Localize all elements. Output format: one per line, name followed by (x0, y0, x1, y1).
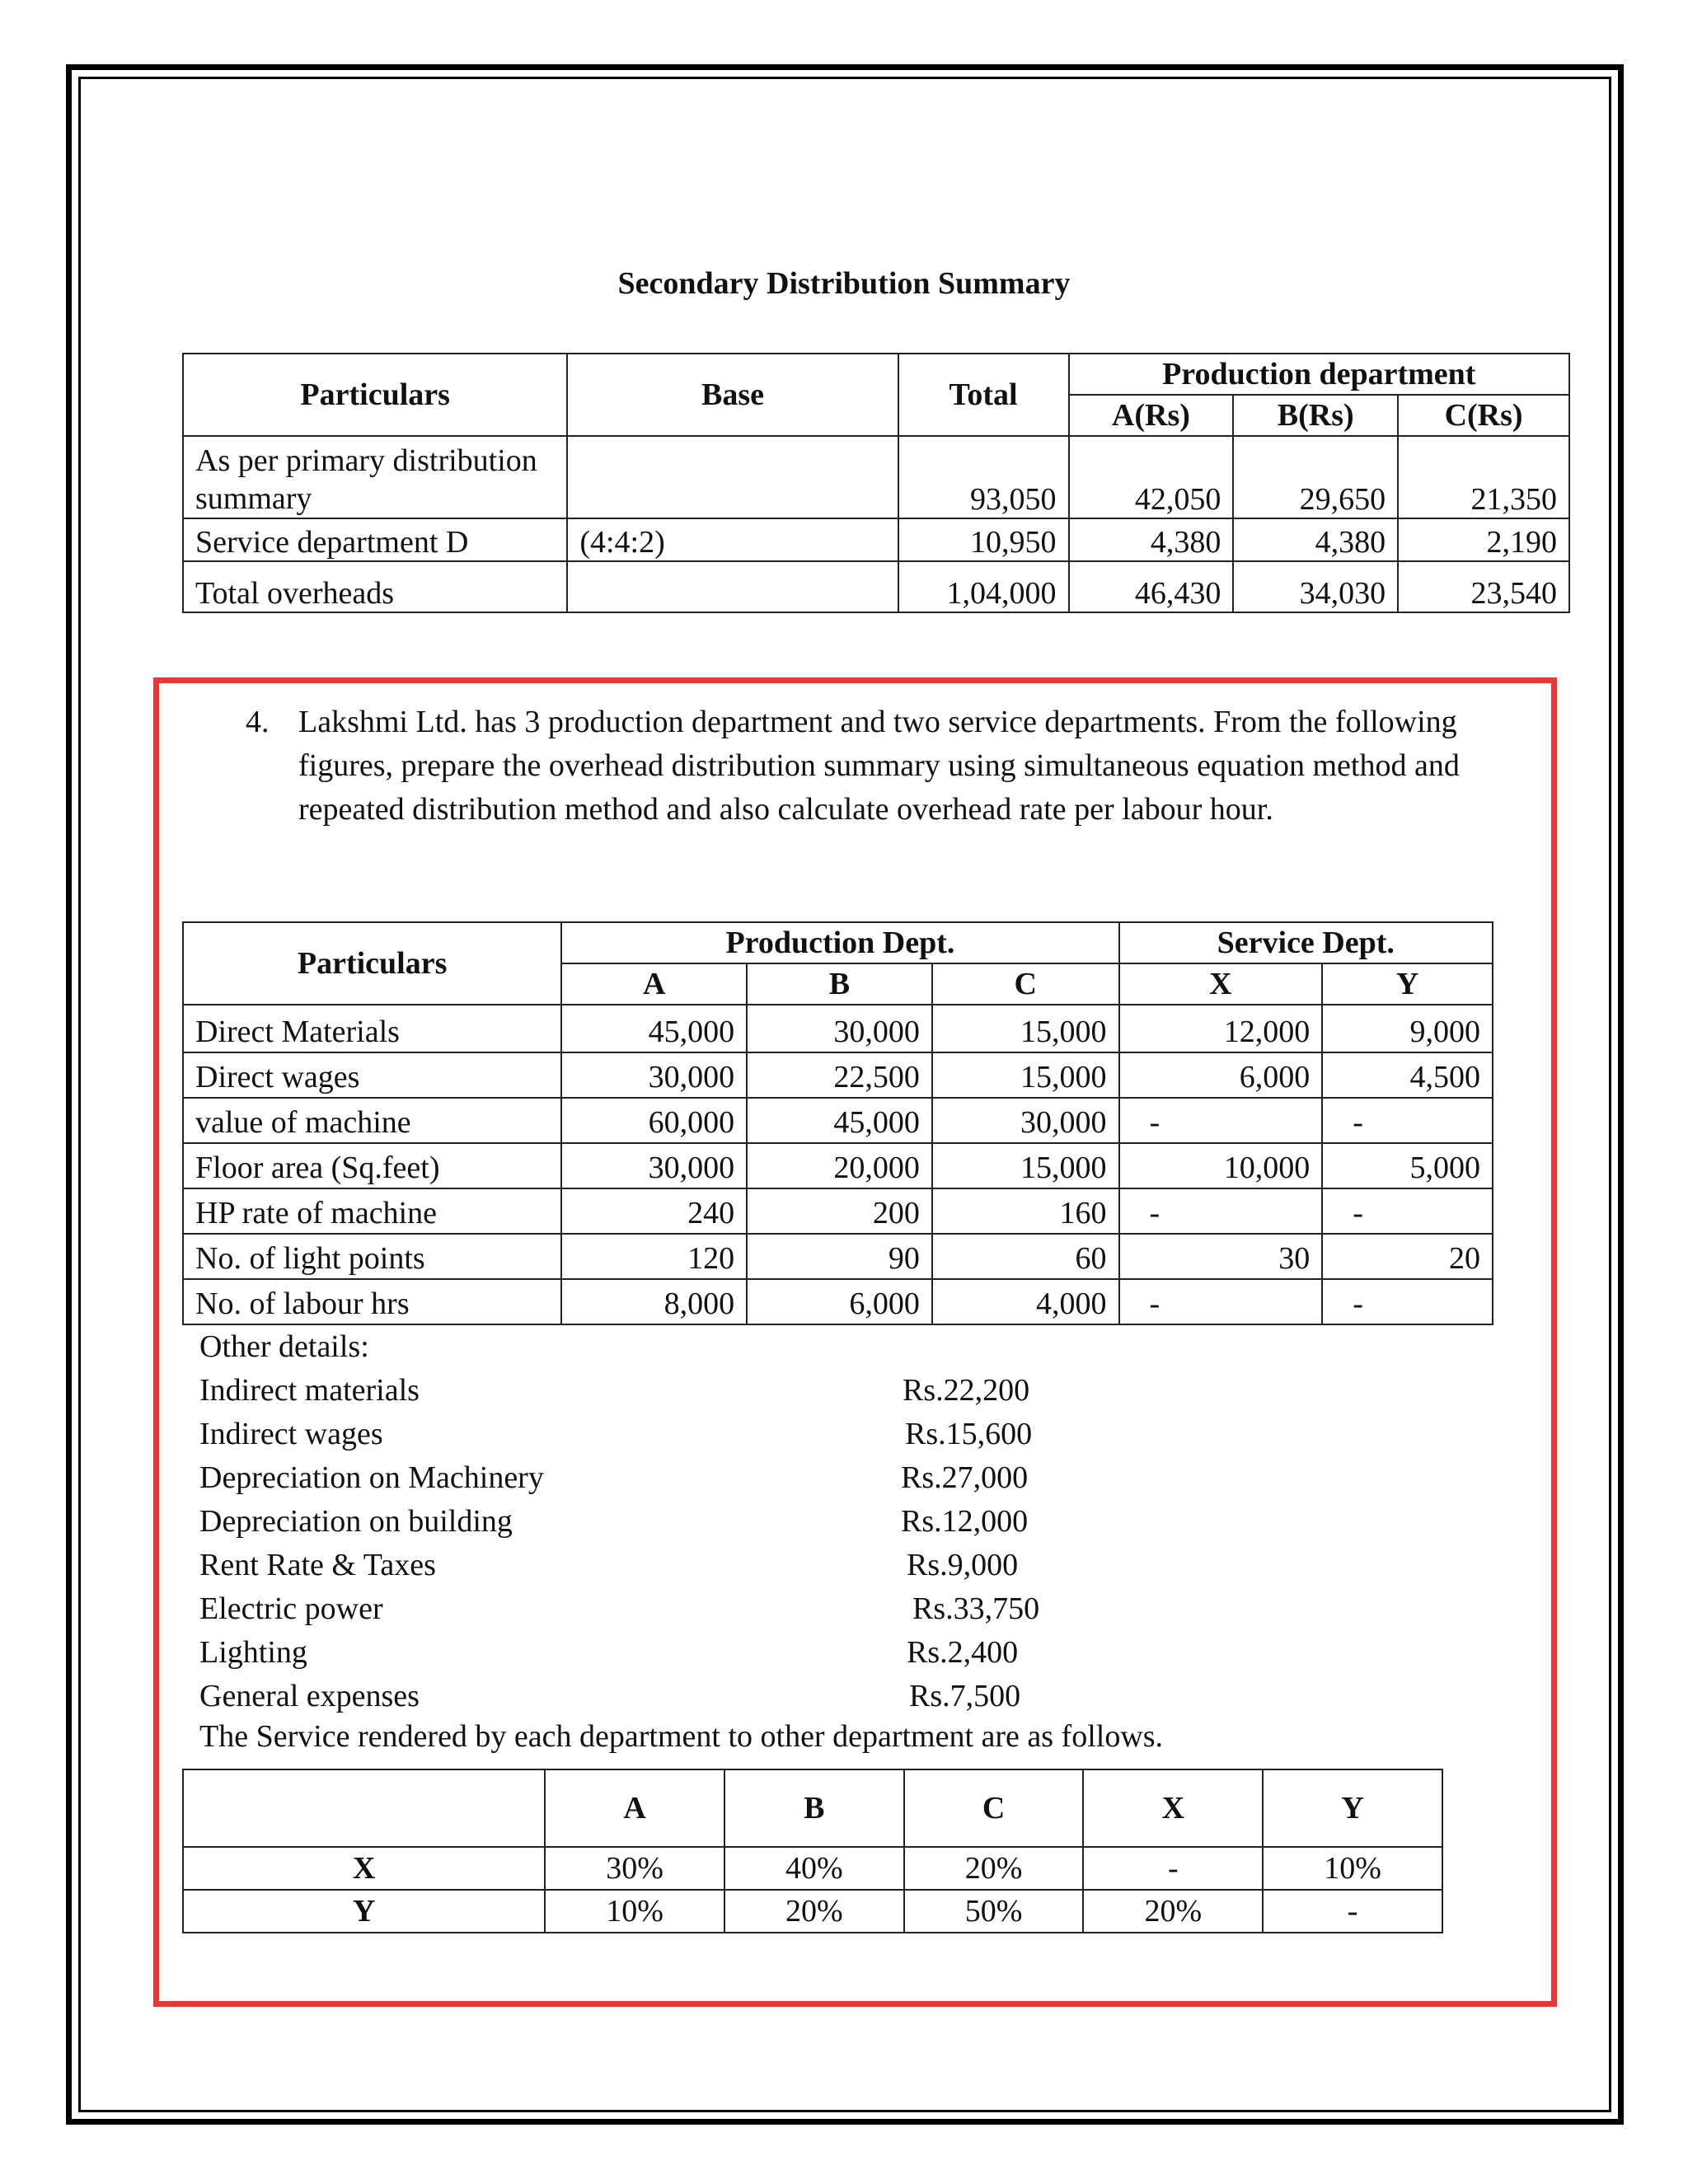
header-y: Y (1263, 1769, 1442, 1847)
header-particulars: Particulars (183, 922, 561, 1005)
table-row (183, 1098, 1493, 1143)
table-row (183, 518, 1569, 561)
table-row (183, 1890, 1442, 1933)
other-detail-value: Rs.12,000 (901, 1504, 1029, 1539)
other-detail-label: Indirect materials (199, 1373, 420, 1408)
a-cell: 45,000 (561, 1005, 747, 1052)
row-label: No. of labour hrs (183, 1279, 561, 1324)
x-cell: 30 (1119, 1234, 1323, 1279)
c-cell: 60 (932, 1234, 1119, 1279)
other-detail-label: Rent Rate & Taxes (199, 1548, 436, 1582)
total-cell: 10,950 (898, 518, 1069, 561)
c-cell: 15,000 (932, 1052, 1119, 1098)
header-c: C (932, 963, 1119, 1005)
base-cell (567, 561, 898, 612)
table-row (183, 1847, 1442, 1890)
b-cell: 45,000 (747, 1098, 932, 1143)
c-cell: 21,350 (1398, 436, 1569, 518)
header-a: A(Rs) (1069, 395, 1234, 436)
total-cell: 1,04,000 (898, 561, 1069, 612)
table-row (183, 561, 1569, 612)
table-row (183, 1143, 1493, 1188)
x-cell: 10,000 (1119, 1143, 1323, 1188)
header-x: X (1119, 963, 1323, 1005)
other-detail-value: Rs.33,750 (912, 1591, 1040, 1626)
header-y: Y (1322, 963, 1493, 1005)
service-rendered-table (182, 1769, 1443, 1933)
b-cell: 4,380 (1233, 518, 1398, 561)
other-detail-value: Rs.2,400 (907, 1635, 1019, 1670)
c-cell: 4,000 (932, 1279, 1119, 1324)
base-cell (567, 436, 898, 518)
a-cell: 8,000 (561, 1279, 747, 1324)
b-cell: 200 (747, 1188, 932, 1234)
header-base: Base (567, 354, 898, 436)
header-b: B (724, 1769, 904, 1847)
a-cell: 42,050 (1069, 436, 1234, 518)
c-cell: 20% (904, 1847, 1084, 1890)
x-cell: 6,000 (1119, 1052, 1323, 1098)
b-cell: 90 (747, 1234, 932, 1279)
x-cell: 12,000 (1119, 1005, 1323, 1052)
header-production-department: Production department (1069, 354, 1570, 395)
table-row (183, 436, 1569, 518)
header-x: X (1083, 1769, 1263, 1847)
y-cell: - (1322, 1098, 1493, 1143)
other-detail-label: Depreciation on Machinery (199, 1460, 544, 1495)
y-cell: 5,000 (1322, 1143, 1493, 1188)
x-cell: - (1119, 1188, 1323, 1234)
other-detail-value: Rs.15,600 (905, 1417, 1033, 1451)
header-blank (183, 1769, 545, 1847)
row-label: X (183, 1847, 545, 1890)
other-detail-label: Indirect wages (199, 1417, 383, 1451)
header-particulars: Particulars (183, 354, 567, 436)
c-cell: 30,000 (932, 1098, 1119, 1143)
particular-cell: Service department D (183, 518, 567, 561)
b-cell: 22,500 (747, 1052, 932, 1098)
b-cell: 30,000 (747, 1005, 932, 1052)
b-cell: 6,000 (747, 1279, 932, 1324)
header-total: Total (898, 354, 1069, 436)
a-cell: 30% (545, 1847, 724, 1890)
y-cell: 4,500 (1322, 1052, 1493, 1098)
particular-cell: As per primary distribution summary (183, 436, 567, 518)
question-number: 4. (246, 705, 270, 739)
a-cell: 4,380 (1069, 518, 1234, 561)
y-cell: 20 (1322, 1234, 1493, 1279)
table-row (183, 1005, 1493, 1052)
header-c: C (904, 1769, 1084, 1847)
x-cell: - (1119, 1098, 1323, 1143)
x-cell: - (1119, 1279, 1323, 1324)
c-cell: 160 (932, 1188, 1119, 1234)
row-label: value of machine (183, 1098, 561, 1143)
y-cell: 9,000 (1322, 1005, 1493, 1052)
a-cell: 30,000 (561, 1052, 747, 1098)
other-detail-label: General expenses (199, 1679, 420, 1713)
y-cell: - (1322, 1279, 1493, 1324)
question-text: Lakshmi Ltd. has 3 production department and two service departments. From the following figures, prepare the overhead distribution summary using simultaneous equation method and repeated distribution method and also calculate overhead rate per labour hour. (298, 705, 1460, 827)
b-cell: 29,650 (1233, 436, 1398, 518)
row-label: No. of light points (183, 1234, 561, 1279)
service-note: The Service rendered by each department to other department are as follows. (199, 1719, 1164, 1754)
table-row (183, 1234, 1493, 1279)
secondary-summary-title: Secondary Distribution Summary (617, 266, 1071, 301)
c-cell: 23,540 (1398, 561, 1569, 612)
header-b: B(Rs) (1233, 395, 1398, 436)
question-4 (246, 701, 1498, 832)
header-b: B (747, 963, 932, 1005)
row-label: Y (183, 1890, 545, 1933)
c-cell: 15,000 (932, 1005, 1119, 1052)
header-c: C(Rs) (1398, 395, 1569, 436)
other-details-title: Other details: (199, 1329, 369, 1364)
row-label: Floor area (Sq.feet) (183, 1143, 561, 1188)
other-detail-label: Electric power (199, 1591, 383, 1626)
a-cell: 240 (561, 1188, 747, 1234)
b-cell: 20,000 (747, 1143, 932, 1188)
other-detail-label: Depreciation on building (199, 1504, 513, 1539)
y-cell: - (1263, 1890, 1442, 1933)
department-figures-table (182, 921, 1493, 1325)
a-cell: 120 (561, 1234, 747, 1279)
a-cell: 30,000 (561, 1143, 747, 1188)
row-label: Direct Materials (183, 1005, 561, 1052)
particular-cell: Total overheads (183, 561, 567, 612)
c-cell: 50% (904, 1890, 1084, 1933)
a-cell: 60,000 (561, 1098, 747, 1143)
total-cell: 93,050 (898, 436, 1069, 518)
x-cell: - (1083, 1847, 1263, 1890)
table-row (183, 1188, 1493, 1234)
header-a: A (545, 1769, 724, 1847)
b-cell: 20% (724, 1890, 904, 1933)
secondary-distribution-table (182, 353, 1570, 613)
table-row (183, 1279, 1493, 1324)
other-detail-value: Rs.9,000 (907, 1548, 1019, 1582)
base-cell: (4:4:2) (567, 518, 898, 561)
other-detail-value: Rs.22,200 (903, 1373, 1030, 1408)
b-cell: 40% (724, 1847, 904, 1890)
y-cell: - (1322, 1188, 1493, 1234)
row-label: Direct wages (183, 1052, 561, 1098)
row-label: HP rate of machine (183, 1188, 561, 1234)
other-detail-value: Rs.27,000 (901, 1460, 1029, 1495)
other-detail-value: Rs.7,500 (909, 1679, 1021, 1713)
x-cell: 20% (1083, 1890, 1263, 1933)
header-production-dept: Production Dept. (561, 922, 1118, 963)
b-cell: 34,030 (1233, 561, 1398, 612)
header-a: A (561, 963, 747, 1005)
table-row (183, 1052, 1493, 1098)
header-service-dept: Service Dept. (1119, 922, 1493, 963)
a-cell: 10% (545, 1890, 724, 1933)
y-cell: 10% (1263, 1847, 1442, 1890)
c-cell: 2,190 (1398, 518, 1569, 561)
other-detail-label: Lighting (199, 1635, 307, 1670)
c-cell: 15,000 (932, 1143, 1119, 1188)
a-cell: 46,430 (1069, 561, 1234, 612)
